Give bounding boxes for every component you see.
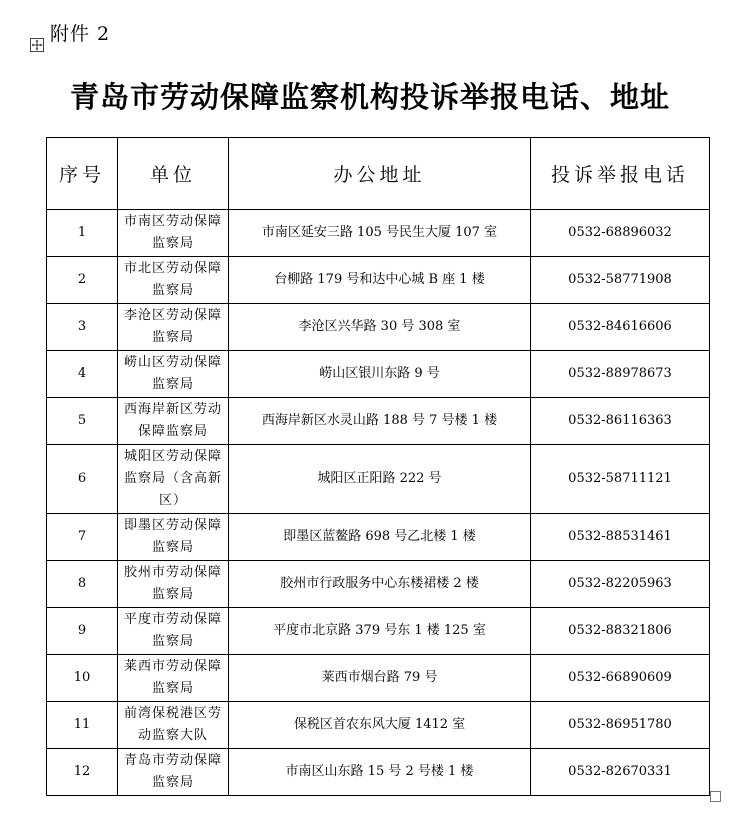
unit-cell: 胶州市劳动保障监察局 — [118, 561, 229, 608]
phone-cell: 0532-82670331 — [531, 749, 710, 796]
table-move-handle-icon[interactable] — [30, 38, 44, 52]
attachment-label: 附件 2 — [50, 23, 111, 45]
table-row — [47, 351, 710, 398]
serial-number-cell: 12 — [47, 749, 118, 796]
unit-cell: 青岛市劳动保障监察局 — [118, 749, 229, 796]
phone-cell: 0532-58771908 — [531, 257, 710, 304]
serial-number-cell: 10 — [47, 655, 118, 702]
address-cell: 西海岸新区水灵山路 188 号 7 号楼 1 楼 — [229, 398, 531, 445]
phone-cell: 0532-68896032 — [531, 210, 710, 257]
header-complaint-phone: 投诉举报电话 — [531, 138, 710, 210]
table-row — [47, 304, 710, 351]
address-cell: 平度市北京路 379 号东 1 楼 125 室 — [229, 608, 531, 655]
unit-cell: 莱西市劳动保障监察局 — [118, 655, 229, 702]
table-row — [47, 398, 710, 445]
serial-number-cell: 6 — [47, 445, 118, 514]
unit-cell: 市南区劳动保障监察局 — [118, 210, 229, 257]
table-row — [47, 257, 710, 304]
address-cell: 市南区山东路 15 号 2 号楼 1 楼 — [229, 749, 531, 796]
address-cell: 莱西市烟台路 79 号 — [229, 655, 531, 702]
phone-cell: 0532-88531461 — [531, 514, 710, 561]
unit-cell: 市北区劳动保障监察局 — [118, 257, 229, 304]
phone-cell: 0532-86116363 — [531, 398, 710, 445]
phone-cell: 0532-84616606 — [531, 304, 710, 351]
table-row — [47, 210, 710, 257]
table-row — [47, 514, 710, 561]
table-resize-handle-icon[interactable] — [710, 791, 721, 802]
address-cell: 城阳区正阳路 222 号 — [229, 445, 531, 514]
serial-number-cell: 8 — [47, 561, 118, 608]
serial-number-cell: 11 — [47, 702, 118, 749]
table-row — [47, 702, 710, 749]
unit-cell: 西海岸新区劳动保障监察局 — [118, 398, 229, 445]
unit-cell: 即墨区劳动保障监察局 — [118, 514, 229, 561]
phone-cell: 0532-88978673 — [531, 351, 710, 398]
header-serial-number: 序号 — [47, 138, 118, 210]
phone-cell: 0532-82205963 — [531, 561, 710, 608]
document-title: 青岛市劳动保障监察机构投诉举报电话、地址 — [69, 80, 670, 114]
serial-number-cell: 1 — [47, 210, 118, 257]
table-row — [47, 561, 710, 608]
complaint-contacts-table — [46, 137, 710, 796]
address-cell: 市南区延安三路 105 号民生大厦 107 室 — [229, 210, 531, 257]
unit-cell: 崂山区劳动保障监察局 — [118, 351, 229, 398]
phone-cell: 0532-88321806 — [531, 608, 710, 655]
address-cell: 李沧区兴华路 30 号 308 室 — [229, 304, 531, 351]
table-row — [47, 608, 710, 655]
address-cell: 崂山区银川东路 9 号 — [229, 351, 531, 398]
table-header-row — [47, 138, 710, 210]
header-office-address: 办公地址 — [229, 138, 531, 210]
address-cell: 保税区首农东风大厦 1412 室 — [229, 702, 531, 749]
serial-number-cell: 4 — [47, 351, 118, 398]
table-row — [47, 749, 710, 796]
serial-number-cell: 7 — [47, 514, 118, 561]
unit-cell: 李沧区劳动保障监察局 — [118, 304, 229, 351]
unit-cell: 城阳区劳动保障监察局（含高新区） — [118, 445, 229, 514]
address-cell: 即墨区蓝鳌路 698 号乙北楼 1 楼 — [229, 514, 531, 561]
unit-cell: 前湾保税港区劳动监察大队 — [118, 702, 229, 749]
table-row — [47, 655, 710, 702]
phone-cell: 0532-58711121 — [531, 445, 710, 514]
serial-number-cell: 9 — [47, 608, 118, 655]
serial-number-cell: 2 — [47, 257, 118, 304]
address-cell: 胶州市行政服务中心东楼裙楼 2 楼 — [229, 561, 531, 608]
unit-cell: 平度市劳动保障监察局 — [118, 608, 229, 655]
table-row — [47, 445, 710, 514]
serial-number-cell: 3 — [47, 304, 118, 351]
phone-cell: 0532-86951780 — [531, 702, 710, 749]
phone-cell: 0532-66890609 — [531, 655, 710, 702]
address-cell: 台柳路 179 号和达中心城 B 座 1 楼 — [229, 257, 531, 304]
serial-number-cell: 5 — [47, 398, 118, 445]
header-unit: 单位 — [118, 138, 229, 210]
